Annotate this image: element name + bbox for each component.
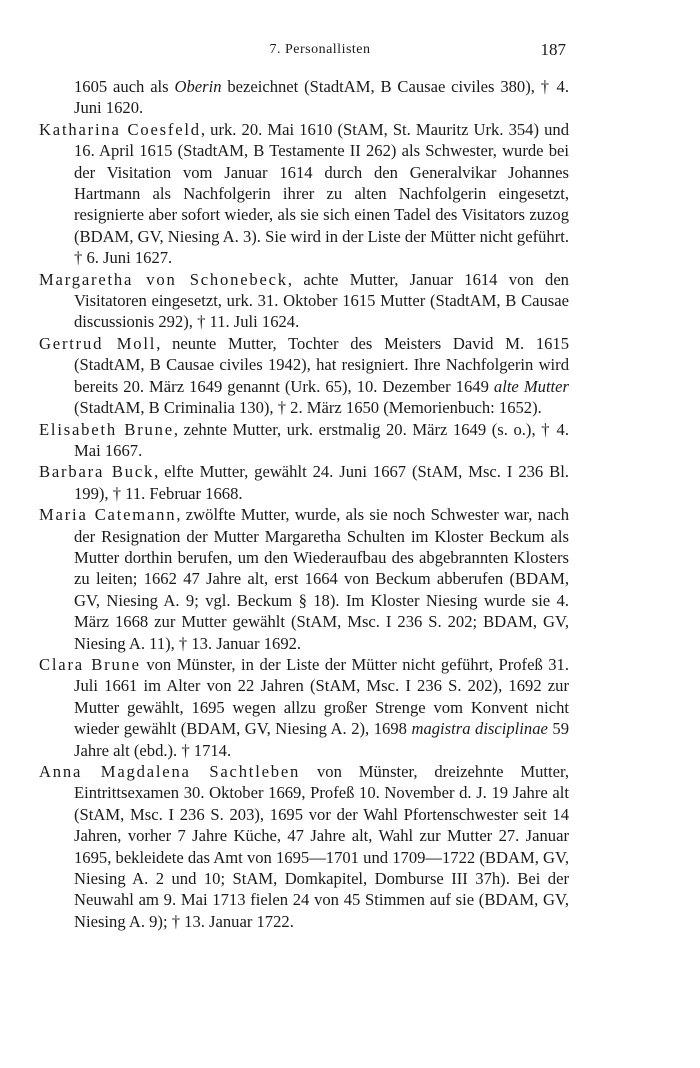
entry-name: Maria Catemann [39,505,177,525]
entry-text: bezeichnet (StadtAM, B Causae civiles 380), † 4. Juni 1620. [74,77,570,118]
list-entry [39,761,569,932]
entry-text: , achte Mutter, Januar 1614 von den Visitatoren eingesetzt, urk. 31. Oktober 1615 Mutter (StadtAM, B Causae discussionis 292), † 11. Juli 1624. [74,269,569,332]
entry-text-italic: magistra disciplinae [411,719,548,739]
page-number: 187 [540,40,566,59]
list-entry [39,654,569,761]
page-header [74,40,566,62]
list-entry-continuation [39,76,569,119]
list-entry [39,504,569,654]
entry-text: , urk. 20. Mai 1610 (StAM, St. Mauritz Urk. 354) und 16. April 1615 (StadtAM, B Testamente II 262) als Schwester, wurde bei der Visitation vom Januar 1614 durch den Generalvikar Johannes Hartmann als Nachfolgerin ihrer zu alten Nachfolgerin eingesetzt, resignierte aber sofort wieder, als sie sich einen Tadel des Visitators zuzog (BDAM, GV, Niesing A. 3). Sie wird in der Liste der Mütter nicht geführt. † 6. Juni 1627. [74,119,569,268]
list-entry [39,461,569,504]
entry-text: 59 Jahre alt (ebd.). † 1714. [74,719,569,760]
entry-text-italic: Oberin [174,77,222,96]
personnel-list [39,76,569,932]
list-entry [39,269,569,333]
entry-text: von Münster, in der Liste der Mütter nicht geführt, Profeß 31. Juli 1661 im Alter von 22 Jahren (StAM, Msc. I 236 S. 202), 1692 zur Mutter gewählt, 1695 wegen allzu großer Strenge vom Konvent nicht wieder gewählt (BDAM, GV, Niesing A. 2), 1698 [74,654,570,739]
entry-text: (StadtAM, B Criminalia 130), † 2. März 1650 (Memorienbuch: 1652). [74,398,542,418]
entry-text: 1605 auch als [74,77,175,96]
entry-text-italic: alte Mutter [493,376,569,396]
entry-name: Gertrud Moll [39,333,157,353]
entry-name: Barbara Buck [39,462,155,482]
entry-text: , neunte Mutter, Tochter des Meisters David M. 1615 (StadtAM, B Causae civiles 1942), hat resigniert. Ihre Nachfolgerin wird bereits 20. März 1649 genannt (Urk. 65), 10. Dezember 1649 [74,333,570,396]
entry-name: Elisabeth Brune [39,419,174,439]
entry-name: Clara Brune [39,654,141,674]
entry-name: Margaretha von Schonebeck [39,269,288,289]
entry-name: Anna Magdalena Sachtleben [39,762,301,781]
list-entry [39,119,569,269]
list-entry [39,333,569,419]
list-entry [39,419,569,462]
running-head: 7. Personallisten [269,42,371,57]
entry-text: , elfte Mutter, gewählt 24. Juni 1667 (StAM, Msc. I 236 Bl. 199), † 11. Februar 1668. [74,462,569,503]
entry-text: von Münster, dreizehnte Mutter, Eintrittsexamen 30. Oktober 1669, Profeß 10. November d. J. 19 Jahre alt (StAM, Msc. I 236 S. 203), 1695 vor der Wahl Pfortenschwester seit 14 Jahren, vorher 7 Jahre Küche, 47 Jahre alt, Wahl zur Mutter 27. Januar 1695, bekleidete das Amt von 1695—1701 und 1709—1722 (BDAM, GV, Niesing A. 2 und 10; StAM, Domkapitel, Domburse III 37h). Bei der Neuwahl am 9. Mai 1713 fielen 24 von 45 Stimmen auf sie (BDAM, GV, Niesing A. 9); † 13. Januar 1722. [74,762,569,931]
entry-name: Katharina Coesfeld [39,119,201,139]
entry-text: , zwölfte Mutter, wurde, als sie noch Schwester war, nach der Resignation der Mutter Margaretha Schulten im Kloster Beckum als Mutter dorthin berufen, um den Wiederaufbau des abgebrannten Klosters zu leiten; 1662 47 Jahre alt, erst 1664 von Beckum abberufen (BDAM, GV, Niesing A. 9; vgl. Beckum § 18). Im Kloster Niesing wurde sie 4. März 1668 zur Mutter gewählt (StAM, Msc. I 236 S. 202; BDAM, GV, Niesing A. 11), † 13. Januar 1692. [74,505,569,653]
entry-text: , zehnte Mutter, urk. erstmalig 20. März 1649 (s. o.), † 4. Mai 1667. [74,419,569,460]
